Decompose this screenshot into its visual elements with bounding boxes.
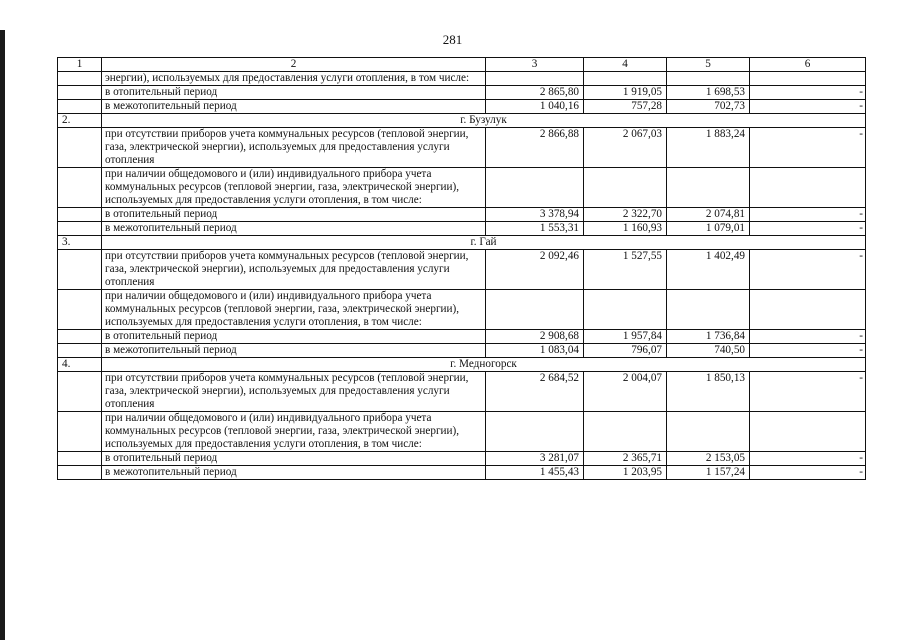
value-col-4: 796,07 bbox=[584, 344, 667, 358]
row-number bbox=[58, 86, 102, 100]
header-row bbox=[58, 58, 866, 72]
table-row bbox=[58, 222, 866, 236]
value-col-5 bbox=[667, 72, 750, 86]
header-cell-1: 1 bbox=[58, 58, 102, 72]
value-col-5: 2 153,05 bbox=[667, 452, 750, 466]
table-row bbox=[58, 452, 866, 466]
table-row bbox=[58, 208, 866, 222]
row-description: при наличии общедомового и (или) индивидуального прибора учета коммунальных ресурсов (тепловой энергии, газа, электрической энергии), используемых для предоставления услуги отопления, в том числе: bbox=[102, 168, 486, 208]
value-col-3: 2 684,52 bbox=[486, 372, 584, 412]
value-col-6: - bbox=[750, 372, 866, 412]
value-col-4 bbox=[584, 72, 667, 86]
value-col-5: 702,73 bbox=[667, 100, 750, 114]
value-col-3 bbox=[486, 72, 584, 86]
value-col-6 bbox=[750, 168, 866, 208]
value-col-4 bbox=[584, 290, 667, 330]
value-col-6: - bbox=[750, 128, 866, 168]
tariff-table bbox=[57, 57, 866, 480]
value-col-5: 1 402,49 bbox=[667, 250, 750, 290]
value-col-3: 3 281,07 bbox=[486, 452, 584, 466]
row-number: 3. bbox=[58, 236, 102, 250]
row-description: в межотопительный период bbox=[102, 466, 486, 480]
value-col-6 bbox=[750, 72, 866, 86]
value-col-5: 1 850,13 bbox=[667, 372, 750, 412]
value-col-3: 1 040,16 bbox=[486, 100, 584, 114]
value-col-3: 1 083,04 bbox=[486, 344, 584, 358]
value-col-3 bbox=[486, 168, 584, 208]
row-number bbox=[58, 168, 102, 208]
row-number bbox=[58, 222, 102, 236]
value-col-5 bbox=[667, 412, 750, 452]
row-description: при наличии общедомового и (или) индивидуального прибора учета коммунальных ресурсов (тепловой энергии, газа, электрической энергии), используемых для предоставления услуги отопления, в том числе: bbox=[102, 290, 486, 330]
city-name: г. Медногорск bbox=[102, 358, 866, 372]
value-col-4: 2 004,07 bbox=[584, 372, 667, 412]
value-col-4: 1 160,93 bbox=[584, 222, 667, 236]
row-description: в отопительный период bbox=[102, 86, 486, 100]
row-description: при отсутствии приборов учета коммунальных ресурсов (тепловой энергии, газа, электрической энергии), используемых для предоставления услуги отопления bbox=[102, 128, 486, 168]
page-number: 281 bbox=[442, 32, 463, 47]
header-cell-4: 4 bbox=[584, 58, 667, 72]
row-number bbox=[58, 128, 102, 168]
row-number bbox=[58, 330, 102, 344]
table-row bbox=[58, 250, 866, 290]
value-col-6: - bbox=[750, 466, 866, 480]
row-number bbox=[58, 466, 102, 480]
city-row bbox=[58, 114, 866, 128]
value-col-3: 2 092,46 bbox=[486, 250, 584, 290]
scan-edge bbox=[0, 30, 5, 640]
row-number bbox=[58, 100, 102, 114]
value-col-6: - bbox=[750, 86, 866, 100]
value-col-5: 1 883,24 bbox=[667, 128, 750, 168]
value-col-6: - bbox=[750, 344, 866, 358]
value-col-5: 740,50 bbox=[667, 344, 750, 358]
row-description: энергии), используемых для предоставления услуги отопления, в том числе: bbox=[102, 72, 486, 86]
value-col-4: 757,28 bbox=[584, 100, 667, 114]
row-number bbox=[58, 250, 102, 290]
row-number bbox=[58, 72, 102, 86]
value-col-4: 1 527,55 bbox=[584, 250, 667, 290]
city-row bbox=[58, 358, 866, 372]
row-description: в межотопительный период bbox=[102, 222, 486, 236]
value-col-3: 1 553,31 bbox=[486, 222, 584, 236]
value-col-6: - bbox=[750, 330, 866, 344]
value-col-6: - bbox=[750, 250, 866, 290]
value-col-4: 2 067,03 bbox=[584, 128, 667, 168]
table-body bbox=[58, 58, 866, 480]
row-description: в отопительный период bbox=[102, 452, 486, 466]
value-col-3: 2 866,88 bbox=[486, 128, 584, 168]
value-col-5: 1 157,24 bbox=[667, 466, 750, 480]
table-row bbox=[58, 86, 866, 100]
row-description: в отопительный период bbox=[102, 330, 486, 344]
header-cell-3: 3 bbox=[486, 58, 584, 72]
table-row bbox=[58, 72, 866, 86]
value-col-5: 2 074,81 bbox=[667, 208, 750, 222]
row-description: при отсутствии приборов учета коммунальных ресурсов (тепловой энергии, газа, электрической энергии), используемых для предоставления услуги отопления bbox=[102, 250, 486, 290]
value-col-5: 1 736,84 bbox=[667, 330, 750, 344]
row-number: 4. bbox=[58, 358, 102, 372]
value-col-6 bbox=[750, 290, 866, 330]
row-description: в отопительный период bbox=[102, 208, 486, 222]
value-col-3 bbox=[486, 412, 584, 452]
row-number bbox=[58, 452, 102, 466]
value-col-3: 2 865,80 bbox=[486, 86, 584, 100]
row-number bbox=[58, 290, 102, 330]
value-col-6 bbox=[750, 412, 866, 452]
value-col-4: 2 322,70 bbox=[584, 208, 667, 222]
value-col-4: 1 957,84 bbox=[584, 330, 667, 344]
value-col-5 bbox=[667, 290, 750, 330]
table-row bbox=[58, 466, 866, 480]
value-col-6: - bbox=[750, 222, 866, 236]
value-col-6: - bbox=[750, 452, 866, 466]
row-number bbox=[58, 372, 102, 412]
value-col-4 bbox=[584, 168, 667, 208]
table-row bbox=[58, 128, 866, 168]
row-description: в межотопительный период bbox=[102, 100, 486, 114]
value-col-3 bbox=[486, 290, 584, 330]
value-col-6: - bbox=[750, 100, 866, 114]
table-row bbox=[58, 372, 866, 412]
row-number bbox=[58, 208, 102, 222]
header-cell-5: 5 bbox=[667, 58, 750, 72]
row-number bbox=[58, 412, 102, 452]
header-cell-6: 6 bbox=[750, 58, 866, 72]
value-col-5: 1 698,53 bbox=[667, 86, 750, 100]
value-col-5: 1 079,01 bbox=[667, 222, 750, 236]
row-number bbox=[58, 344, 102, 358]
row-description: при отсутствии приборов учета коммунальных ресурсов (тепловой энергии, газа, электрической энергии), используемых для предоставления услуги отопления bbox=[102, 372, 486, 412]
header-cell-2: 2 bbox=[102, 58, 486, 72]
table-row bbox=[58, 412, 866, 452]
table-row bbox=[58, 100, 866, 114]
row-number: 2. bbox=[58, 114, 102, 128]
city-name: г. Гай bbox=[102, 236, 866, 250]
city-name: г. Бузулук bbox=[102, 114, 866, 128]
table-row bbox=[58, 330, 866, 344]
value-col-3: 1 455,43 bbox=[486, 466, 584, 480]
value-col-6: - bbox=[750, 208, 866, 222]
row-description: при наличии общедомового и (или) индивидуального прибора учета коммунальных ресурсов (тепловой энергии, газа, электрической энергии), используемых для предоставления услуги отопления, в том числе: bbox=[102, 412, 486, 452]
value-col-4: 2 365,71 bbox=[584, 452, 667, 466]
city-row bbox=[58, 236, 866, 250]
row-description: в межотопительный период bbox=[102, 344, 486, 358]
value-col-3: 2 908,68 bbox=[486, 330, 584, 344]
table-row bbox=[58, 168, 866, 208]
value-col-4 bbox=[584, 412, 667, 452]
value-col-3: 3 378,94 bbox=[486, 208, 584, 222]
value-col-4: 1 203,95 bbox=[584, 466, 667, 480]
value-col-4: 1 919,05 bbox=[584, 86, 667, 100]
table-row bbox=[58, 344, 866, 358]
value-col-5 bbox=[667, 168, 750, 208]
table-row bbox=[58, 290, 866, 330]
